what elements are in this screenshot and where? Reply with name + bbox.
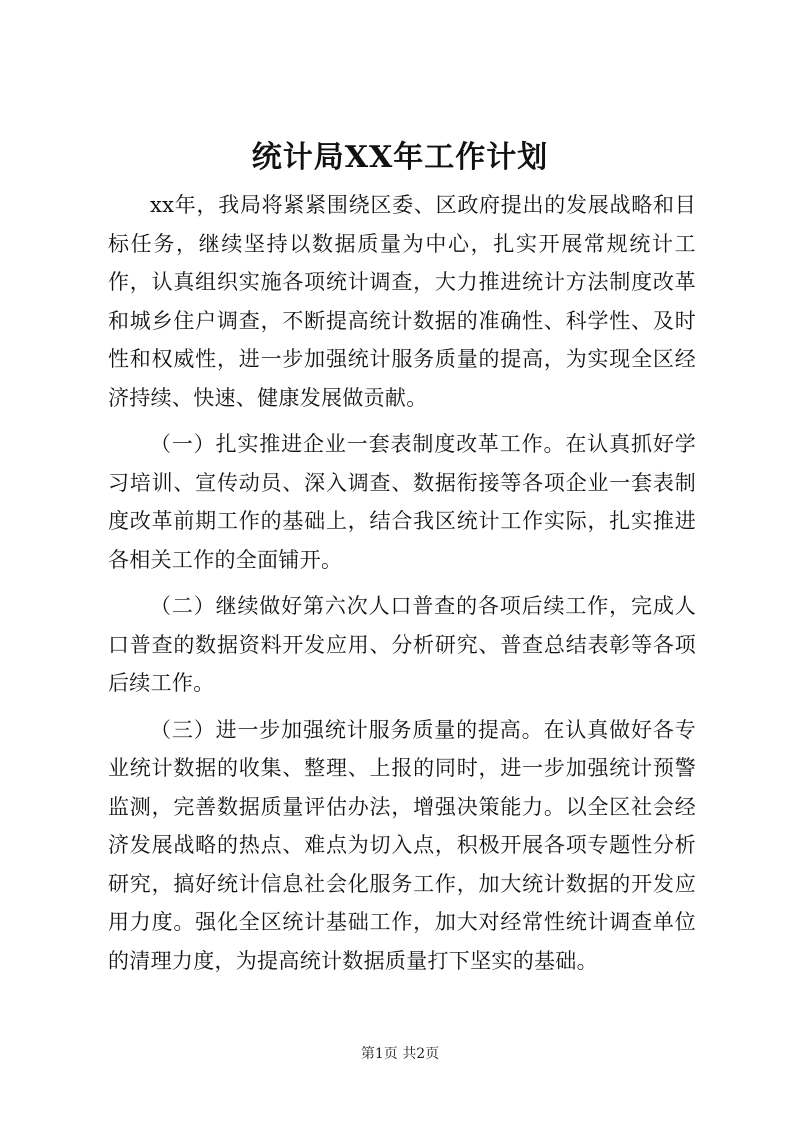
- page-number-footer: 第1页 共2页: [360, 1046, 440, 1062]
- intro-paragraph: xx年，我局将紧紧围绕区委、区政府提出的发展战略和目标任务，继续坚持以数据质量为中心，扎实开展常规统计工作，认真组织实施各项统计调查，大力推进统计方法制度改革和城乡住户调查，不断提高统计数据的准确性、科学性、及时性和权威性，进一步加强统计服务质量的提高，为实现全区经济持续、快速、健康发展做贡献。: [108, 193, 696, 410]
- section-one-paragraph: （一）扎实推进企业一套表制度改革工作。在认真抓好学习培训、宣传动员、深入调查、数据衔接等各项企业一套表制度改革前期工作的基础上，结合我区统计工作实际，扎实推进各相关工作的全面铺开。: [108, 432, 696, 572]
- section-two-paragraph: （二）继续做好第六次人口普查的各项后续工作，完成人口普查的数据资料开发应用、分析研究、普查总结表彰等各项后续工作。: [108, 594, 696, 695]
- document-title: 统计局XX年工作计划: [251, 140, 549, 175]
- document-body: [108, 186, 696, 988]
- section-three-paragraph: （三）进一步加强统计服务质量的提高。在认真做好各专业统计数据的收集、整理、上报的同时，进一步加强统计预警监测，完善数据质量评估办法，增强决策能力。以全区社会经济发展战略的热点、难点为切入点，积极开展各项专题性分析研究，搞好统计信息社会化服务工作，加大统计数据的开发应用力度。强化全区统计基础工作，加大对经常性统计调查单位的清理力度，为提高统计数据质量打下坚实的基础。: [108, 717, 696, 973]
